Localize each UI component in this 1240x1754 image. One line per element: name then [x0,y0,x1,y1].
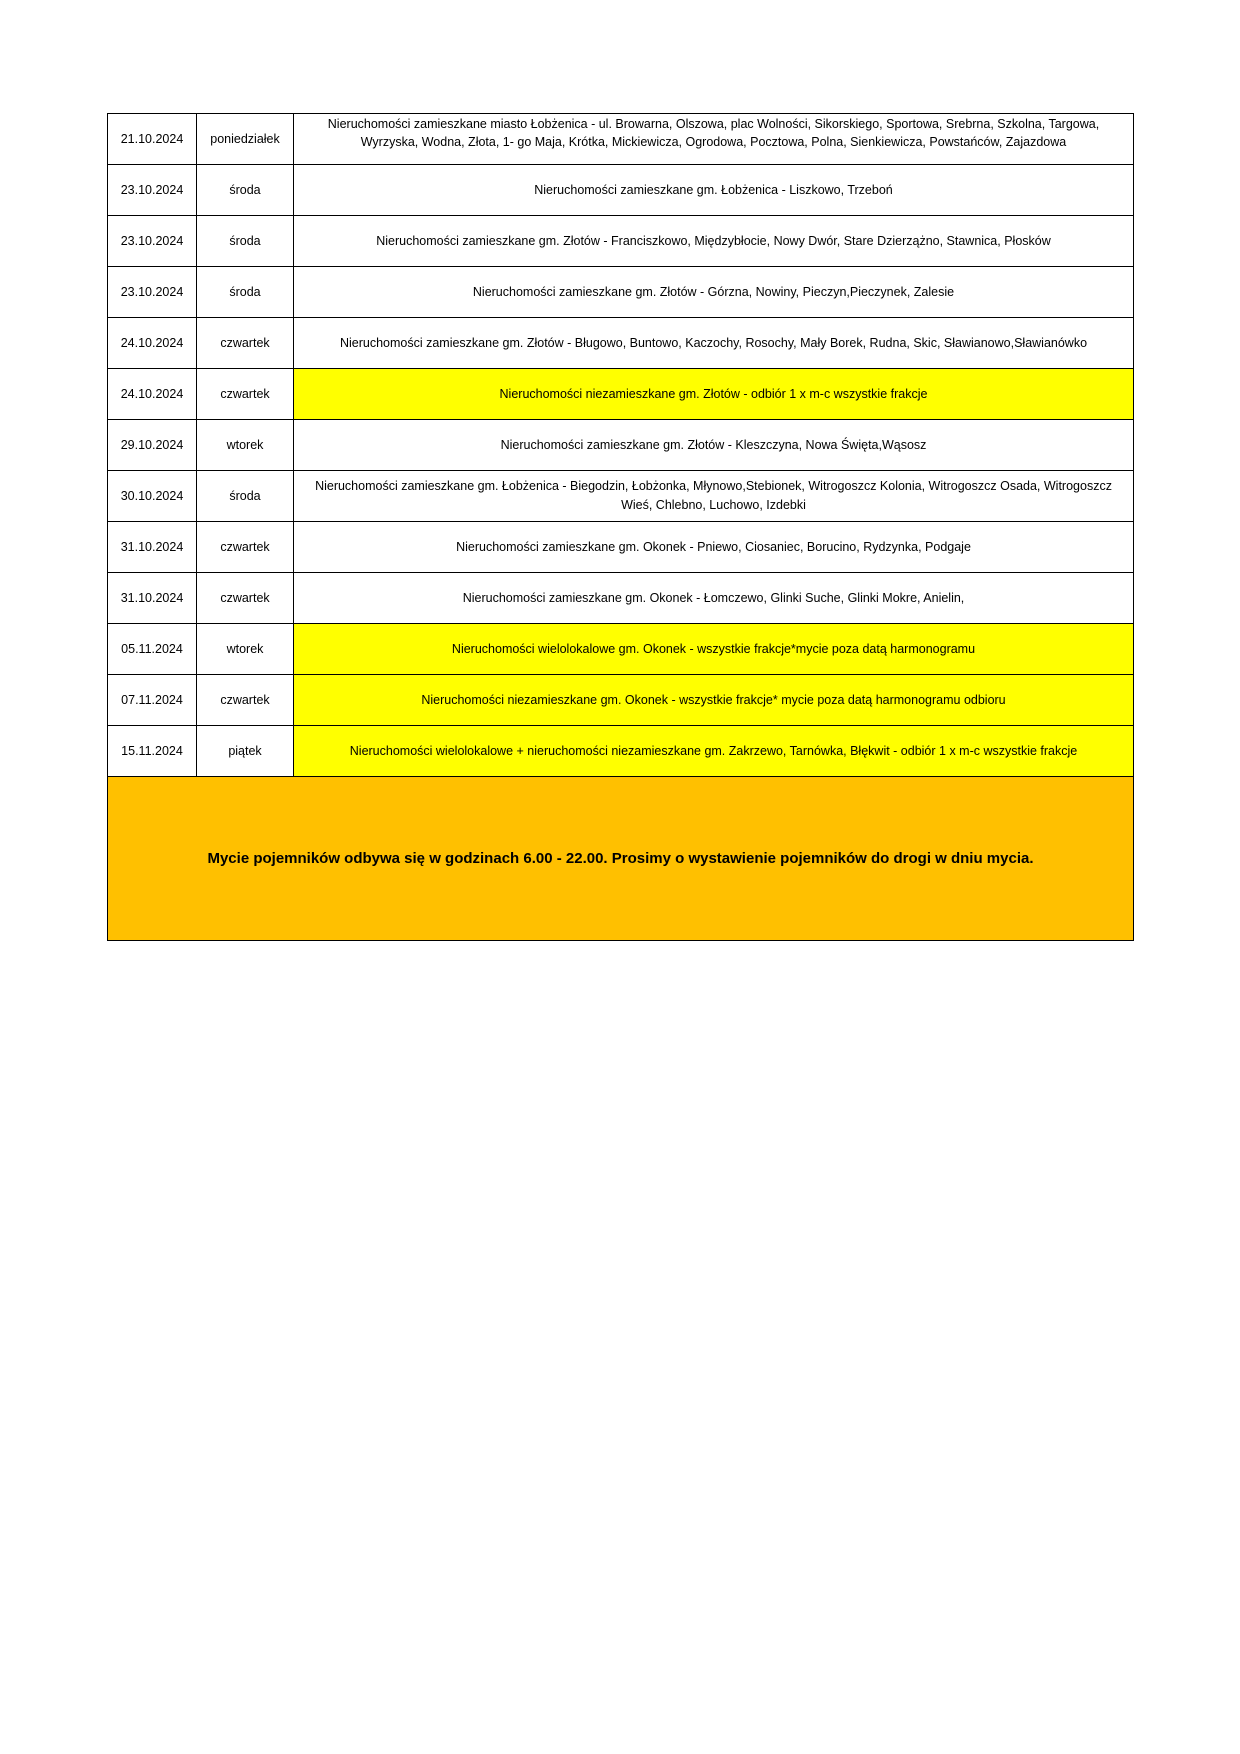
table-row [108,624,1134,675]
day-cell: środa [197,267,294,318]
date-cell: 07.11.2024 [108,675,197,726]
day-cell: poniedziałek [197,114,294,165]
date-cell: 05.11.2024 [108,624,197,675]
description-cell: Nieruchomości zamieszkane gm. Złotów - Kleszczyna, Nowa Święta,Wąsosz [294,420,1134,471]
table-row [108,522,1134,573]
day-cell: wtorek [197,624,294,675]
date-cell: 24.10.2024 [108,369,197,420]
description-cell: Nieruchomości zamieszkane gm. Złotów - Bługowo, Buntowo, Kaczochy, Rosochy, Mały Borek, Rudna, Skic, Sławianowo,Sławianówko [294,318,1134,369]
washing-schedule-table [107,113,1134,941]
table-row [108,114,1134,165]
date-cell: 23.10.2024 [108,165,197,216]
table-row [108,420,1134,471]
washing-hours-note-row [108,777,1134,941]
day-cell: czwartek [197,573,294,624]
table-row [108,726,1134,777]
day-cell: czwartek [197,318,294,369]
description-cell: Nieruchomości zamieszkane gm. Złotów - Górzna, Nowiny, Pieczyn,Pieczynek, Zalesie [294,267,1134,318]
table-row [108,216,1134,267]
day-cell: wtorek [197,420,294,471]
date-cell: 15.11.2024 [108,726,197,777]
schedule-body [108,114,1134,941]
table-row [108,318,1134,369]
day-cell: czwartek [197,522,294,573]
date-cell: 30.10.2024 [108,471,197,522]
description-cell: Nieruchomości zamieszkane miasto Łobżenica - ul. Browarna, Olszowa, plac Wolności, Sikorskiego, Sportowa, Srebrna, Szkolna, Targowa, Wyrzyska, Wodna, Złota, 1- go Maja, Krótka, Mickiewicza, Ogrodowa, Pocztowa, Polna, Sienkiewicza, Powstańców, Zajazdowa [294,114,1134,165]
table-row [108,369,1134,420]
description-cell: Nieruchomości zamieszkane gm. Łobżenica - Liszkowo, Trzeboń [294,165,1134,216]
description-cell: Nieruchomości zamieszkane gm. Złotów - Franciszkowo, Międzybłocie, Nowy Dwór, Stare Dzierzążno, Stawnica, Płosków [294,216,1134,267]
date-cell: 21.10.2024 [108,114,197,165]
table-row [108,471,1134,522]
description-cell: Nieruchomości zamieszkane gm. Okonek - Pniewo, Ciosaniec, Borucino, Rydzynka, Podgaje [294,522,1134,573]
day-cell: piątek [197,726,294,777]
description-cell: Nieruchomości niezamieszkane gm. Złotów - odbiór 1 x m-c wszystkie frakcje [294,369,1134,420]
table-row [108,573,1134,624]
date-cell: 29.10.2024 [108,420,197,471]
description-cell: Nieruchomości zamieszkane gm. Okonek - Łomczewo, Glinki Suche, Glinki Mokre, Anielin, [294,573,1134,624]
day-cell: czwartek [197,675,294,726]
date-cell: 23.10.2024 [108,216,197,267]
day-cell: środa [197,471,294,522]
day-cell: środa [197,216,294,267]
description-cell: Nieruchomości wielolokalowe + nieruchomości niezamieszkane gm. Zakrzewo, Tarnówka, Błękwit - odbiór 1 x m-c wszystkie frakcje [294,726,1134,777]
date-cell: 31.10.2024 [108,573,197,624]
date-cell: 31.10.2024 [108,522,197,573]
day-cell: środa [197,165,294,216]
date-cell: 24.10.2024 [108,318,197,369]
description-cell: Nieruchomości niezamieszkane gm. Okonek - wszystkie frakcje* mycie poza datą harmonogramu odbioru [294,675,1134,726]
washing-hours-note: Mycie pojemników odbywa się w godzinach 6.00 - 22.00. Prosimy o wystawienie pojemników do drogi w dniu mycia. [108,777,1134,941]
description-cell: Nieruchomości zamieszkane gm. Łobżenica - Biegodzin, Łobżonka, Młynowo,Stebionek, Witrogoszcz Kolonia, Witrogoszcz Osada, Witrogoszcz Wieś, Chlebno, Luchowo, Izdebki [294,471,1134,522]
day-cell: czwartek [197,369,294,420]
date-cell: 23.10.2024 [108,267,197,318]
description-cell: Nieruchomości wielolokalowe gm. Okonek - wszystkie frakcje*mycie poza datą harmonogramu [294,624,1134,675]
table-row [108,165,1134,216]
table-row [108,675,1134,726]
table-row [108,267,1134,318]
